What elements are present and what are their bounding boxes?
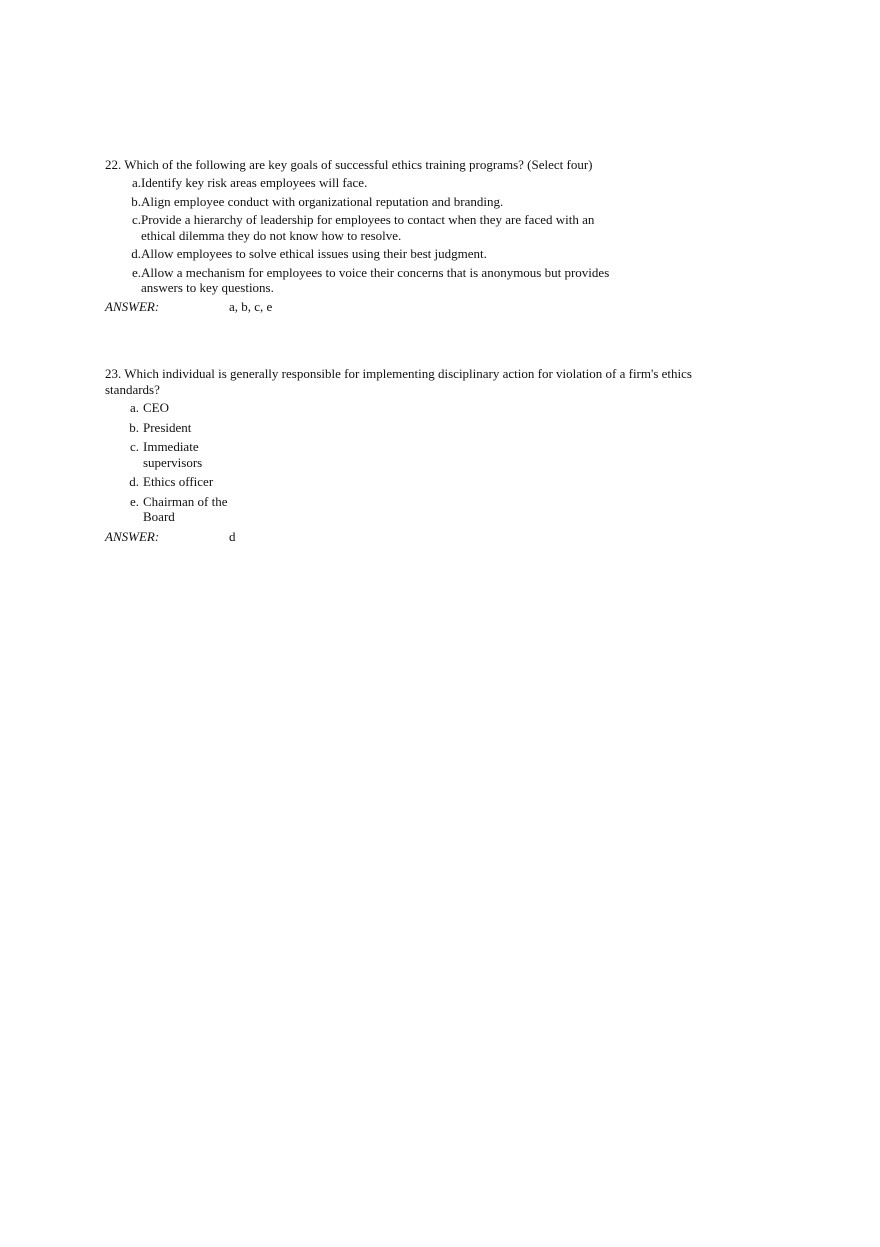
option-letter: a.: [131, 175, 141, 190]
option-letter: e.: [129, 493, 139, 509]
option-e: [105, 494, 745, 525]
answer-row: [105, 299, 745, 315]
option-text: Chairman of the Board: [143, 493, 228, 524]
option-text: Provide a hierarchy of leadership for employees to contact when they are faced with an ethical dilemma they do not know how to resolve.: [141, 212, 595, 243]
answer-label: ANSWER:: [105, 528, 160, 544]
option-b: [105, 194, 745, 210]
option-list: [105, 175, 745, 296]
option-d: [105, 246, 745, 262]
option-letter: c.: [131, 212, 141, 227]
option-text: Align employee conduct with organizational reputation and branding.: [141, 193, 504, 209]
option-letter: e.: [131, 264, 141, 280]
option-e: [105, 265, 745, 296]
option-text: CEO: [143, 400, 169, 415]
option-list: [105, 400, 745, 525]
option-text: Ethics officer: [143, 474, 214, 489]
option-letter: b.: [131, 193, 141, 209]
question-stem: 22. Which of the following are key goals of successful ethics training programs? (Select four): [105, 157, 593, 172]
option-text: Allow a mechanism for employees to voice their concerns that is anonymous but provides answers to key questions.: [141, 264, 610, 295]
option-c: [105, 212, 745, 243]
option-a: [105, 175, 745, 191]
option-letter: d.: [131, 246, 141, 261]
option-b: [105, 420, 745, 436]
answer-label: ANSWER:: [105, 298, 160, 314]
option-letter: c.: [129, 439, 139, 454]
option-letter: a.: [129, 400, 139, 415]
option-text: Allow employees to solve ethical issues using their best judgment.: [141, 246, 487, 261]
question-23: [105, 366, 745, 545]
option-letter: b.: [129, 419, 139, 435]
option-a: [105, 400, 745, 416]
answer-value: d: [229, 528, 236, 544]
question-22: [105, 157, 745, 315]
question-stem: 23. Which individual is generally responsible for implementing disciplinary action for violation of a firm's ethics standards?: [105, 366, 692, 397]
option-text: Immediate supervisors: [143, 439, 203, 470]
option-c: [105, 439, 745, 470]
option-letter: d.: [129, 474, 139, 489]
option-text: President: [143, 419, 192, 435]
option-text: Identify key risk areas employees will face.: [141, 175, 368, 190]
option-d: [105, 474, 745, 490]
answer-row: [105, 529, 745, 545]
answer-value: a, b, c, e: [229, 298, 273, 314]
